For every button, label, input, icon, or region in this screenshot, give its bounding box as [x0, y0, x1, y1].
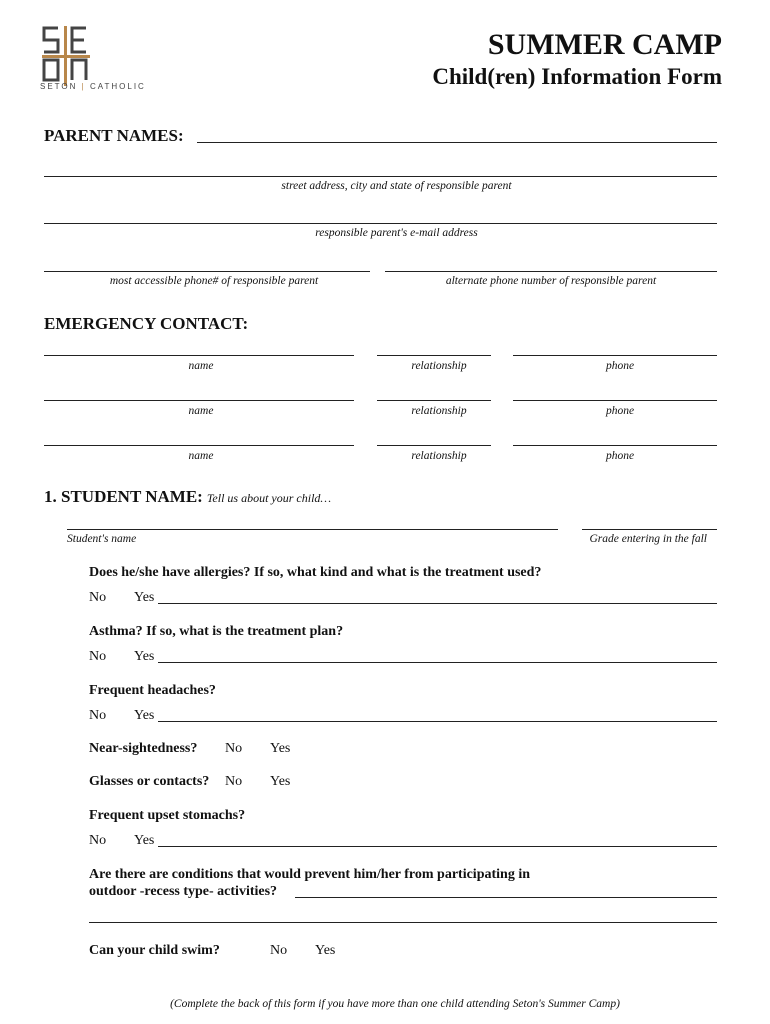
emergency-name-field[interactable]	[44, 445, 354, 446]
conditions-field-2[interactable]	[89, 922, 717, 923]
emergency-name-field[interactable]	[44, 400, 354, 401]
student-name-caption: Student's name	[67, 533, 137, 545]
allergies-yes[interactable]: Yes	[134, 590, 155, 605]
headaches-details-field[interactable]	[158, 721, 717, 722]
headaches-no[interactable]: No	[89, 708, 107, 723]
emergency-phone-caption: phone	[605, 360, 635, 372]
headaches-question: Frequent headaches?	[89, 683, 216, 698]
asthma-question: Asthma? If so, what is the treatment plan?	[89, 624, 344, 639]
parent-names-label: PARENT NAMES:	[44, 126, 184, 145]
asthma-yes[interactable]: Yes	[134, 649, 155, 664]
conditions-field[interactable]	[295, 897, 717, 898]
swim-question: Can your child swim?	[89, 943, 220, 958]
emergency-phone-field[interactable]	[513, 355, 717, 356]
parent-names-field[interactable]	[197, 142, 717, 143]
footer-note: (Complete the back of this form if you have more than one child attending Seton's Summer Camp)	[170, 998, 620, 1010]
conditions-question-line1: Are there are conditions that would prevent him/her from participating in	[89, 867, 530, 882]
emergency-relationship-field[interactable]	[377, 400, 491, 401]
address-caption: street address, city and state of responsible parent	[281, 180, 512, 192]
near-sightedness-yes[interactable]: Yes	[270, 741, 291, 756]
swim-no[interactable]: No	[270, 943, 288, 958]
stomach-question: Frequent upset stomachs?	[89, 808, 246, 823]
emergency-relationship-field[interactable]	[377, 445, 491, 446]
allergies-details-field[interactable]	[158, 603, 717, 604]
alt-phone-field[interactable]	[385, 271, 717, 272]
alt-phone-caption: alternate phone number of responsible parent	[445, 275, 657, 287]
form-subtitle: Child(ren) Information Form	[432, 64, 722, 89]
emergency-name-field[interactable]	[44, 355, 354, 356]
near-sightedness-no[interactable]: No	[225, 741, 243, 756]
student-hint: Tell us about your child…	[206, 491, 332, 505]
stomach-yes[interactable]: Yes	[134, 833, 155, 848]
phone-field[interactable]	[44, 271, 370, 272]
phone-caption: most accessible phone# of responsible parent	[109, 275, 319, 287]
emergency-name-caption: name	[188, 405, 214, 417]
logo-org-word-2: CATHOLIC	[89, 82, 146, 91]
allergies-no[interactable]: No	[89, 590, 107, 605]
student-heading	[44, 487, 331, 507]
asthma-details-field[interactable]	[158, 662, 717, 663]
emergency-phone-caption: phone	[605, 450, 635, 462]
glasses-no[interactable]: No	[225, 774, 243, 789]
stomach-details-field[interactable]	[158, 846, 717, 847]
emergency-name-caption: name	[188, 360, 214, 372]
glasses-yes[interactable]: Yes	[270, 774, 291, 789]
student-name-field[interactable]	[67, 529, 558, 530]
logo-org-text: SETON | CATHOLIC	[40, 82, 146, 91]
glasses-question: Glasses or contacts?	[89, 774, 210, 789]
grade-caption: Grade entering in the fall	[589, 533, 707, 545]
emergency-contact-label: EMERGENCY CONTACT:	[44, 314, 249, 333]
emergency-name-caption: name	[188, 450, 214, 462]
near-sightedness-question: Near-sightedness?	[89, 741, 198, 756]
emergency-phone-caption: phone	[605, 405, 635, 417]
stomach-no[interactable]: No	[89, 833, 107, 848]
form-title: SUMMER CAMP	[487, 28, 722, 61]
emergency-relationship-caption: relationship	[411, 405, 467, 417]
logo-org-word: SETON	[40, 82, 78, 91]
address-field[interactable]	[44, 176, 717, 177]
conditions-question-line2: outdoor -recess type- activities?	[89, 884, 278, 899]
swim-yes[interactable]: Yes	[315, 943, 336, 958]
emergency-relationship-caption: relationship	[411, 450, 467, 462]
emergency-phone-field[interactable]	[513, 445, 717, 446]
student-name-label: 1. STUDENT NAME:	[44, 487, 203, 506]
asthma-no[interactable]: No	[89, 649, 107, 664]
emergency-relationship-field[interactable]	[377, 355, 491, 356]
email-caption: responsible parent's e-mail address	[315, 227, 478, 239]
email-field[interactable]	[44, 223, 717, 224]
grade-field[interactable]	[582, 529, 717, 530]
emergency-relationship-caption: relationship	[411, 360, 467, 372]
emergency-phone-field[interactable]	[513, 400, 717, 401]
headaches-yes[interactable]: Yes	[134, 708, 155, 723]
allergies-question: Does he/she have allergies? If so, what kind and what is the treatment used?	[89, 565, 542, 580]
